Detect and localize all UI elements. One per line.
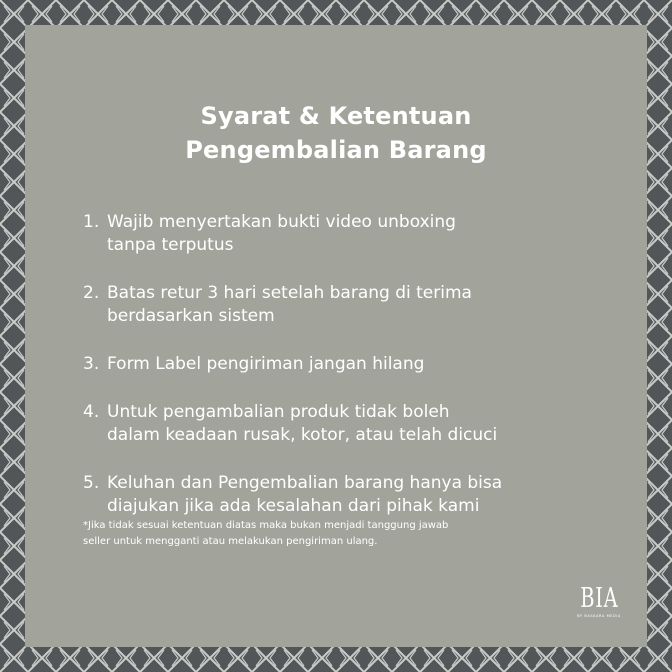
item-number: 1. — [83, 212, 100, 232]
list-item — [83, 353, 603, 376]
list-item — [83, 472, 603, 518]
item-text-line-2: dalam keadaan rusak, kotor, atau telah dicuci — [107, 425, 498, 445]
item-number: 5. — [83, 473, 100, 493]
note-line-2: seller untuk mengganti atau melakukan pengiriman ulang. — [83, 536, 378, 547]
item-text-line-1: Form Label pengiriman jangan hilang — [107, 354, 425, 374]
logo-subtitle: BY BASKARA MEDIA — [577, 614, 621, 618]
page-title — [25, 99, 647, 167]
item-text-line-1: Wajib menyertakan bukti video unboxing — [107, 212, 456, 232]
list-item — [83, 211, 603, 257]
item-number: 2. — [83, 283, 100, 303]
title-line-2: Pengembalian Barang — [185, 136, 487, 164]
item-text-line-2: tanpa terputus — [107, 235, 234, 255]
brand-logo — [573, 585, 625, 625]
note-line-1: *Jika tidak sesuai ketentuan diatas maka bukan menjadi tanggung jawab — [83, 520, 449, 531]
item-text-line-2: diajukan jika ada kesalahan dari pihak kami — [107, 496, 480, 516]
item-number: 3. — [83, 354, 100, 374]
item-number: 4. — [83, 402, 100, 422]
list-item — [83, 282, 603, 328]
item-text-line-1: Untuk pengambalian produk tidak boleh — [107, 402, 450, 422]
title-line-1: Syarat & Ketentuan — [200, 102, 472, 130]
content-card — [25, 25, 647, 647]
item-text-line-1: Keluhan dan Pengembalian barang hanya bisa — [107, 473, 503, 493]
logo-mark: BIA — [580, 583, 619, 614]
item-text-line-2: berdasarkan sistem — [107, 306, 275, 326]
terms-list — [83, 211, 603, 543]
item-text-line-1: Batas retur 3 hari setelah barang di terima — [107, 283, 472, 303]
list-item — [83, 401, 603, 447]
disclaimer-note — [83, 518, 603, 550]
